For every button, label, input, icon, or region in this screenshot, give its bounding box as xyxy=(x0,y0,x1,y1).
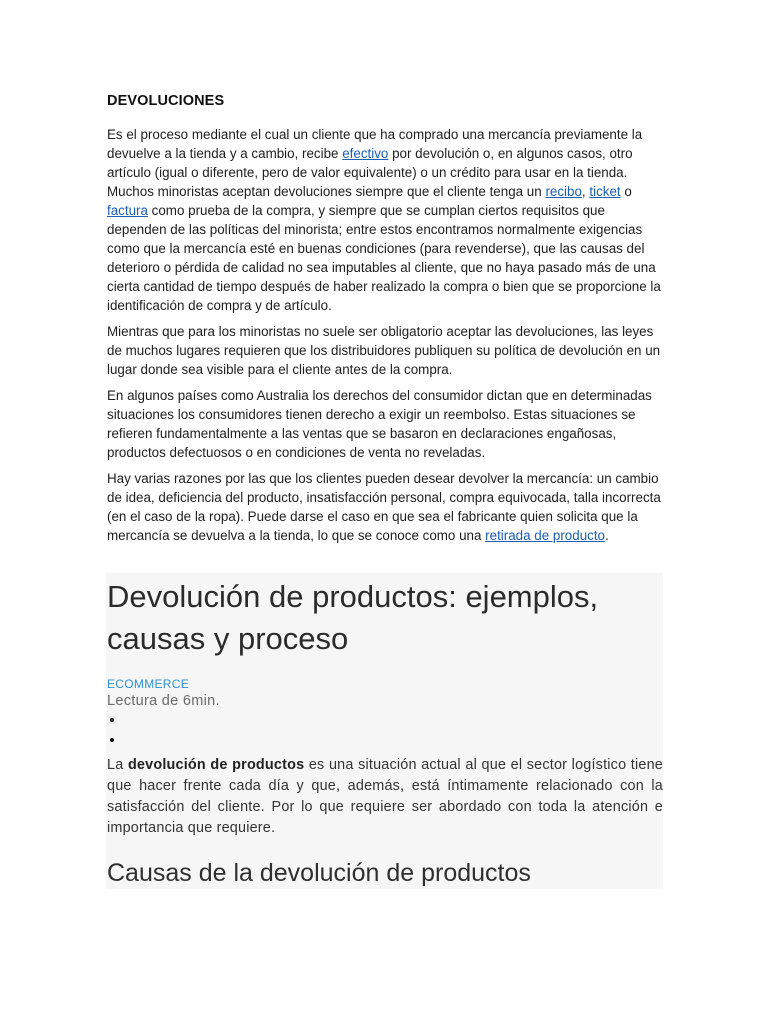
paragraph-text: por devolución o, en algunos casos, otro artículo (igual o diferente, pero de valor equivalente) o un crédito para usar en la tienda. Muchos minoristas aceptan devoluciones siempre que el cliente tenga un xyxy=(107,146,633,199)
link-recibo[interactable]: recibo xyxy=(545,184,582,199)
paragraph-australia: En algunos países como Australia los derechos del consumidor dictan que en determinadas situaciones los consumidores tienen derecho a exigir un reembolso. Estas situaciones se refieren fundamentalmente a las ventas que se basaron en declaraciones engañosas, productos defectuosos o en condiciones de venta no reveladas. xyxy=(107,388,652,460)
paragraph-text: Hay varias razones por las que los clientes pueden desear devolver la mercancía: un cambio de idea, deficiencia del producto, insatisfacción personal, compra equivocada, talla incorrecta (en el caso de la ropa). Puede darse el caso en que sea el fabricante quien solicita que la mercancía se devuelva a la tienda, lo que se conoce como una xyxy=(107,471,661,543)
link-retirada-de-producto[interactable]: retirada de producto xyxy=(485,528,606,543)
paragraph-text: Es el proceso mediante el cual un cliente que ha comprado una mercancía previamente la devuelve a la tienda y a cambio, recibe xyxy=(107,127,643,161)
bullet-list xyxy=(106,711,663,751)
link-efectivo[interactable]: efectivo xyxy=(342,146,389,161)
web-excerpt xyxy=(106,573,663,889)
article-intro xyxy=(107,755,663,839)
paragraph-definition xyxy=(107,125,663,315)
list-item xyxy=(125,711,663,731)
document-body xyxy=(107,92,663,552)
category-label[interactable]: ECOMMERCE xyxy=(107,677,190,691)
intro-bold-term: devolución de productos xyxy=(127,757,305,773)
link-factura[interactable]: factura xyxy=(107,203,148,218)
paragraph-text: , xyxy=(581,184,590,199)
list-item xyxy=(125,731,663,751)
intro-text: es una situación actual al que el sector logístico tiene que hacer frente cada día y que, además, está íntimamente relacionado con la satisfacción del cliente. Por lo que requiere ser abordado con toda la atención e importancia que requiere. xyxy=(107,757,664,836)
paragraph-obligation: Mientras que para los minoristas no suele ser obligatorio aceptar las devoluciones, las leyes de muchos lugares requieren que los distribuidores publiquen su política de devolución en un lugar donde sea visible para el cliente antes de la compra. xyxy=(107,324,661,377)
paragraph-reasons xyxy=(107,469,663,545)
read-time: Lectura de 6min. xyxy=(107,693,220,709)
document-heading: DEVOLUCIONES xyxy=(107,93,225,109)
article-title: Devolución de productos: ejemplos, causas y proceso xyxy=(107,579,599,656)
paragraph-text: como prueba de la compra, y siempre que se cumplan ciertos requisitos que dependen de las políticas del minorista; entre estos encontramos normalmente exigencias como que la mercancía esté en buenas condiciones (para revenderse), que las causas del deterioro o pérdida de calidad no sea imputables al cliente, que no haya pasado más de una cierta cantidad de tiempo después de haber realizado la compra o bien que se proporcione la identificación de compra y de artículo. xyxy=(107,203,661,313)
paragraph-text: . xyxy=(605,528,609,543)
link-ticket[interactable]: ticket xyxy=(589,184,621,199)
section-subtitle: Causas de la devolución de productos xyxy=(107,859,531,887)
paragraph-text: o xyxy=(620,184,632,199)
intro-text: La xyxy=(107,757,128,773)
